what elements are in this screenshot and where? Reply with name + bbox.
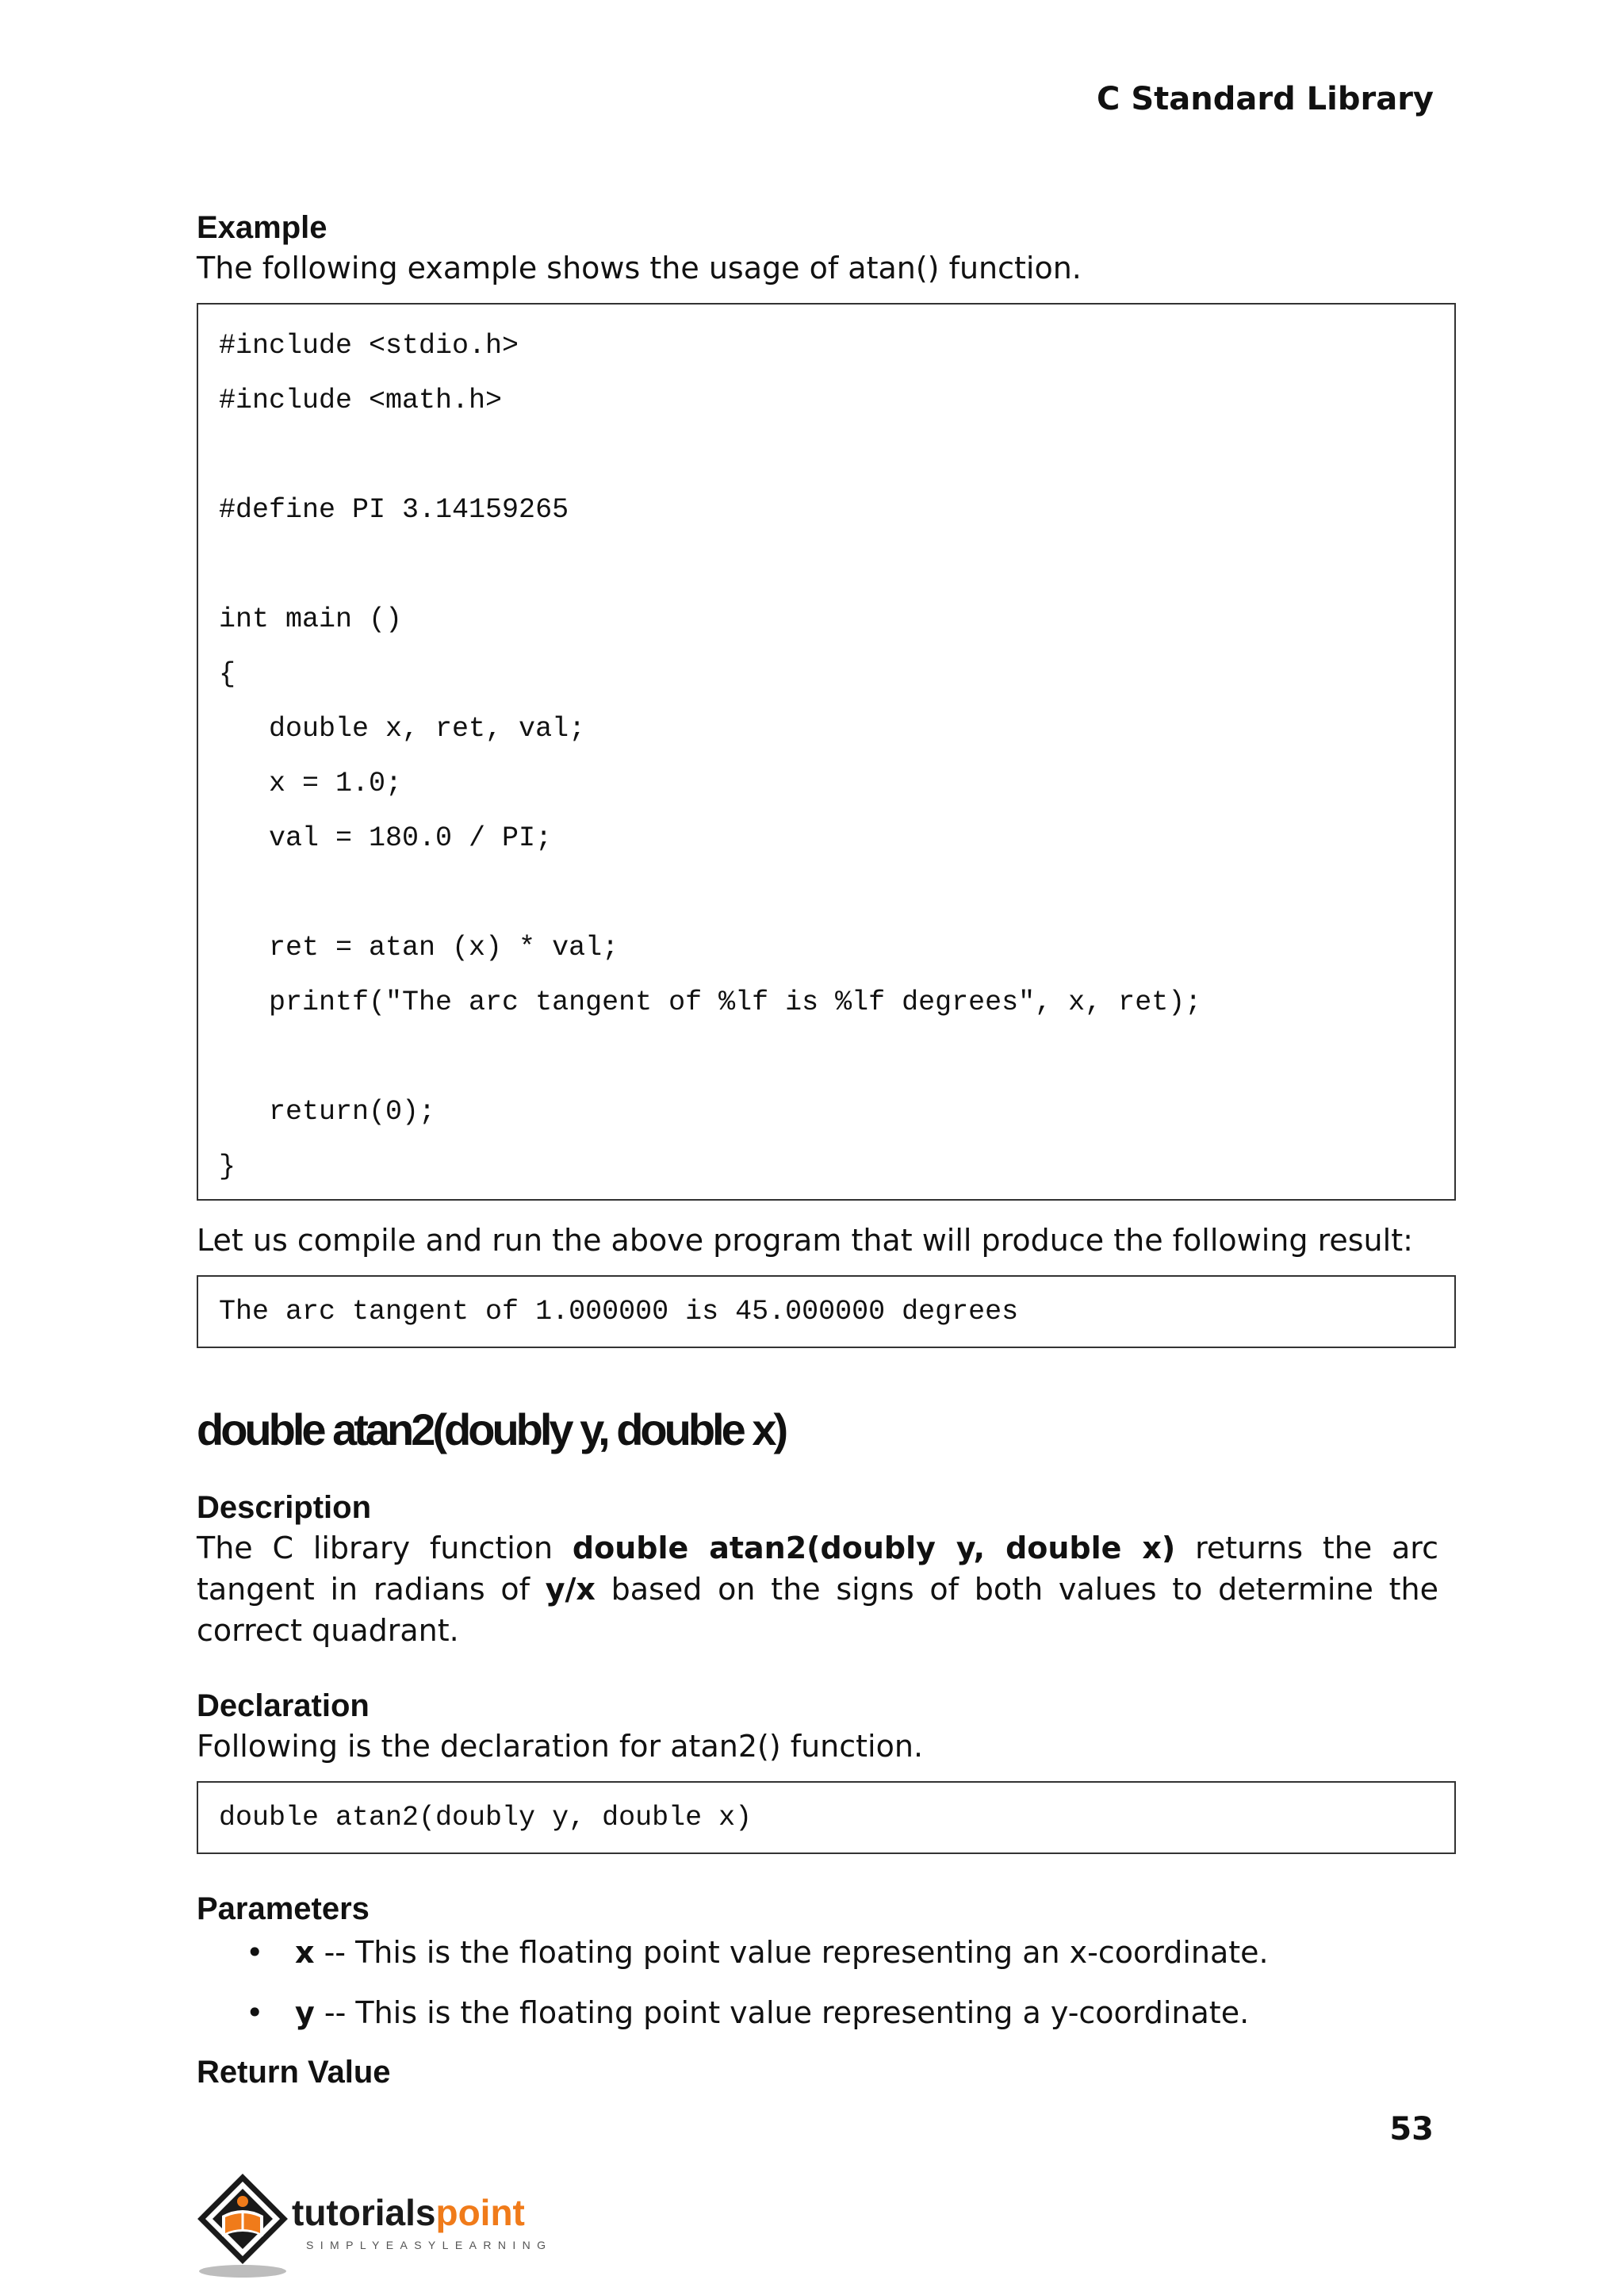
page-content [197, 208, 1438, 2092]
code-line: { [219, 658, 236, 690]
example-code-block [197, 303, 1456, 1201]
code-line: printf("The arc tangent of %lf is %lf degrees", x, ret); [219, 987, 1202, 1018]
example-intro: The following example shows the usage of atan() function. [197, 251, 1082, 285]
example-heading: Example [197, 210, 327, 245]
code-line: return(0); [219, 1096, 436, 1128]
parameter-name: y [295, 1995, 315, 2030]
description-function-signature: double atan2(doubly y, double x) [572, 1531, 1176, 1565]
description-prefix: The C library function [197, 1531, 573, 1565]
code-line: x = 1.0; [219, 768, 403, 799]
bullet-icon: • [246, 1995, 264, 2030]
list-item [197, 1932, 1438, 1973]
parameter-name: x [295, 1935, 315, 1970]
code-line: #include <math.h> [219, 385, 503, 416]
result-output-block [197, 1275, 1456, 1348]
logo-emblem-icon [201, 2178, 284, 2260]
declaration-code-block [197, 1781, 1456, 1854]
declaration-code-line: double atan2(doubly y, double x) [219, 1802, 753, 1833]
code-line [219, 538, 1434, 592]
running-header: C Standard Library [1097, 81, 1434, 117]
list-item [197, 1992, 1438, 2033]
code-line: ret = atan (x) * val; [219, 932, 619, 964]
parameters-heading: Parameters [197, 1891, 370, 1926]
code-line [219, 428, 1434, 483]
result-output-line: The arc tangent of 1.000000 is 45.000000 degrees [219, 1296, 1019, 1328]
parameter-text: -- This is the floating point value representing a y-coordinate. [314, 1995, 1250, 2030]
code-line: } [219, 1151, 236, 1182]
return-value-heading: Return Value [197, 2055, 391, 2090]
description-heading: Description [197, 1490, 372, 1525]
parameter-text: -- This is the floating point value representing an x-coordinate. [314, 1935, 1269, 1970]
description-suffix: based on the signs of both values to determine the correct quadrant. [197, 1572, 1439, 1648]
logo-shadow [199, 2265, 286, 2278]
code-line: int main () [219, 603, 403, 635]
bullet-icon: • [246, 1935, 264, 1970]
logo-tagline: SIMPLYEASYLEARNING [306, 2239, 553, 2251]
description-paragraph [197, 1527, 1438, 1651]
declaration-intro: Following is the declaration for atan2() function. [197, 1729, 924, 1764]
parameters-list [197, 1932, 1438, 2033]
page-number: 53 [1389, 2111, 1434, 2147]
code-line [219, 866, 1434, 921]
description-mid: returns the arc tangent in radians of [197, 1531, 1438, 1607]
code-line: #define PI 3.14159265 [219, 494, 569, 526]
declaration-heading: Declaration [197, 1688, 370, 1723]
tutorialspoint-logo [195, 2170, 568, 2281]
code-line [219, 1030, 1434, 1085]
logo-wordmark: tutorialspoint [292, 2192, 525, 2233]
code-line: #include <stdio.h> [219, 330, 519, 362]
description-ratio: y/x [545, 1572, 596, 1607]
section-title: double atan2(doubly y, double x) [197, 1404, 786, 1454]
code-line: val = 180.0 / PI; [219, 822, 553, 854]
code-line: double x, ret, val; [219, 713, 586, 745]
result-intro: Let us compile and run the above program that will produce the following result: [197, 1223, 1413, 1258]
